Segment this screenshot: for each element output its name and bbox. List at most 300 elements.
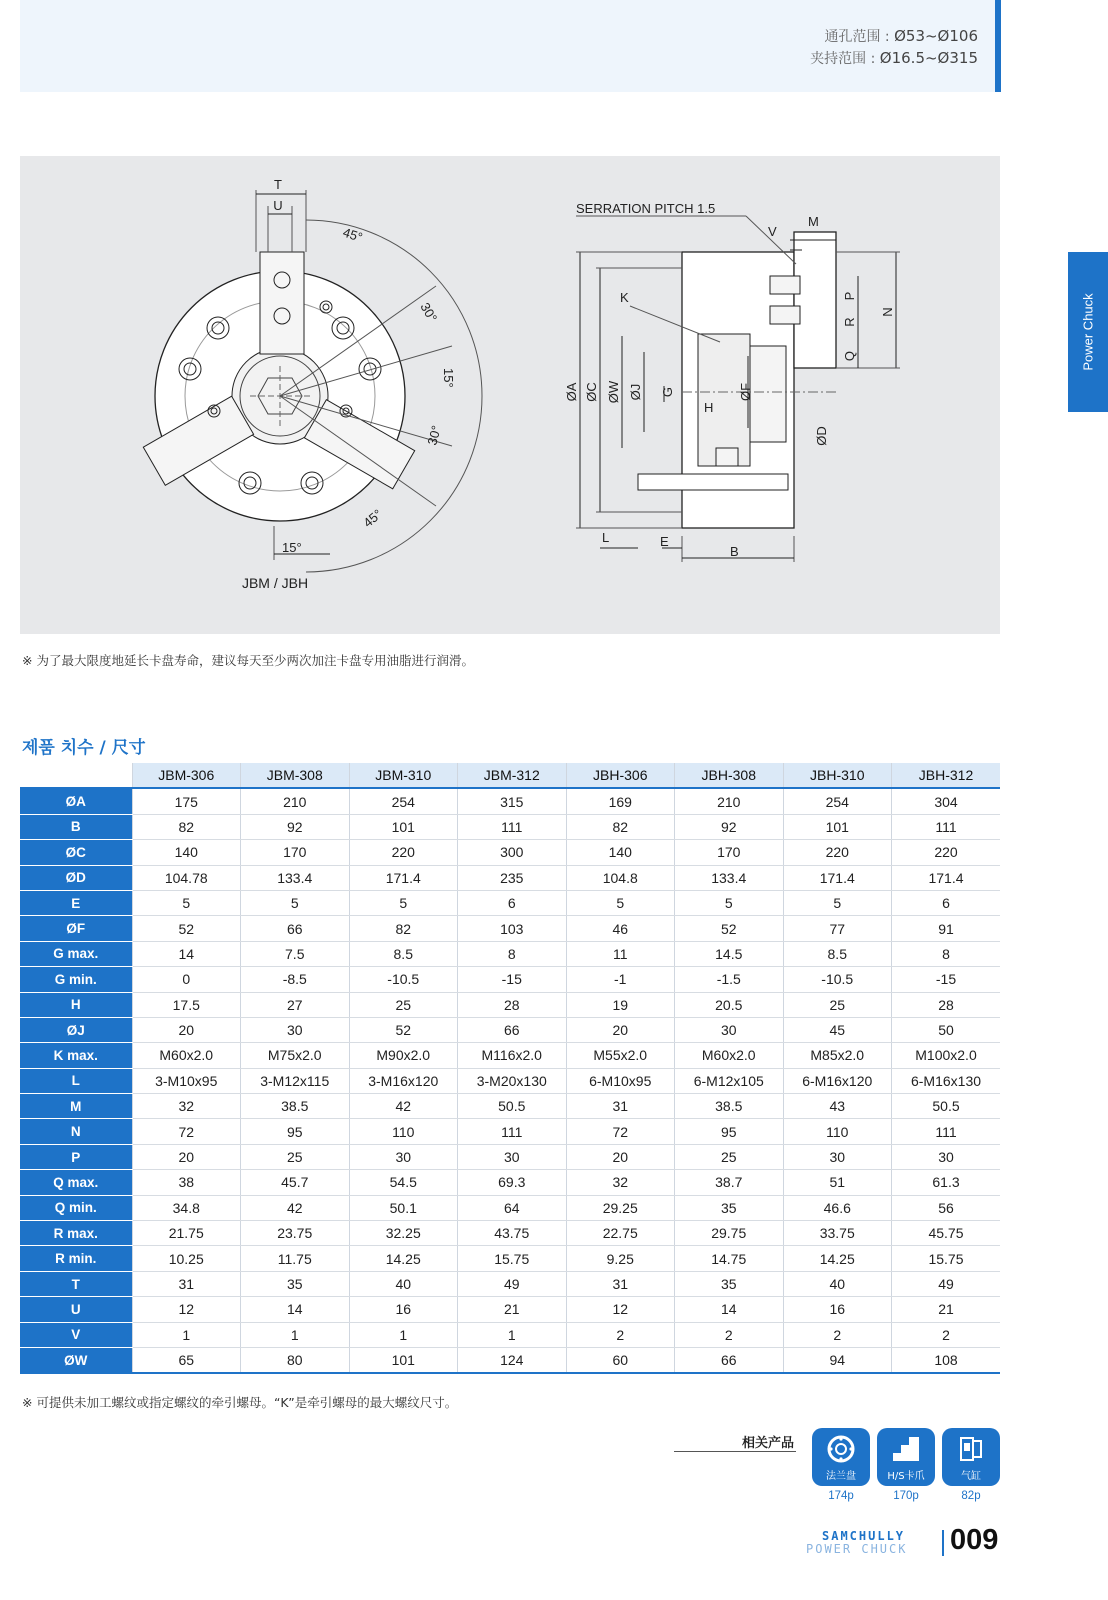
table-cell: 171.4 xyxy=(892,865,1001,890)
table-cell: 45.75 xyxy=(892,1221,1001,1246)
table-cell: 49 xyxy=(892,1271,1001,1296)
bore-range-label: 通孔范围 xyxy=(824,29,881,45)
table-row xyxy=(20,992,1000,1017)
side-view xyxy=(564,201,900,562)
table-cell: 16 xyxy=(349,1297,458,1322)
table-cell: 124 xyxy=(458,1347,567,1373)
table-cell: 34.8 xyxy=(132,1195,241,1220)
table-cell: 95 xyxy=(675,1119,784,1144)
dim-label-h: H xyxy=(704,400,714,415)
table-cell: 8 xyxy=(892,941,1001,966)
table-cell: 56 xyxy=(892,1195,1001,1220)
table-cell: 14 xyxy=(132,941,241,966)
row-label: K max. xyxy=(20,1043,132,1068)
table-cell: 175 xyxy=(132,788,241,814)
table-cell: 38 xyxy=(132,1170,241,1195)
table-cell: 64 xyxy=(458,1195,567,1220)
table-cell: 30 xyxy=(349,1144,458,1169)
header-band xyxy=(20,0,998,92)
related-product-name: 法兰盘 xyxy=(826,1471,856,1482)
table-cell: M55x2.0 xyxy=(566,1043,675,1068)
table-cell: 220 xyxy=(783,840,892,865)
table-cell: 28 xyxy=(892,992,1001,1017)
table-cell: 6-M16x120 xyxy=(783,1068,892,1093)
table-cell: 72 xyxy=(132,1119,241,1144)
table-cell: 50 xyxy=(892,1017,1001,1042)
dimension-table xyxy=(20,763,1000,1374)
table-cell: 66 xyxy=(241,916,350,941)
table-cell: 45 xyxy=(783,1017,892,1042)
table-cell: 51 xyxy=(783,1170,892,1195)
related-product-page: 170p xyxy=(893,1490,919,1502)
table-cell: 32.25 xyxy=(349,1221,458,1246)
column-header: JBH-310 xyxy=(783,763,892,788)
table-cell: 108 xyxy=(892,1347,1001,1373)
table-cell: 42 xyxy=(241,1195,350,1220)
table-cell: 31 xyxy=(132,1271,241,1296)
grip-range-label: 夹持范围 xyxy=(810,51,867,67)
table-cell: 92 xyxy=(241,814,350,839)
table-cell: M90x2.0 xyxy=(349,1043,458,1068)
dim-label-t: T xyxy=(274,177,282,192)
table-cell: 2 xyxy=(675,1322,784,1347)
grip-range: 夹持范围 : Ø16.5~Ø315 xyxy=(810,49,978,67)
table-cell: 3-M12x115 xyxy=(241,1068,350,1093)
table-cell: 82 xyxy=(349,916,458,941)
angle-label-15-bottom: 15° xyxy=(282,540,302,555)
table-cell: M85x2.0 xyxy=(783,1043,892,1068)
dim-label-w: ØW xyxy=(606,380,621,404)
table-cell: 21 xyxy=(892,1297,1001,1322)
table-cell: 133.4 xyxy=(241,865,350,890)
table-row xyxy=(20,865,1000,890)
table-row xyxy=(20,788,1000,814)
table-cell: 43 xyxy=(783,1094,892,1119)
table-cell: 170 xyxy=(241,840,350,865)
table-cell: 6-M10x95 xyxy=(566,1068,675,1093)
table-cell: 50.5 xyxy=(458,1094,567,1119)
table-cell: 1 xyxy=(349,1322,458,1347)
table-cell: -10.5 xyxy=(783,967,892,992)
table-cell: 40 xyxy=(783,1271,892,1296)
page-number: 009 xyxy=(950,1524,999,1556)
table-cell: 2 xyxy=(566,1322,675,1347)
grip-range-value: Ø16.5~Ø315 xyxy=(879,49,978,67)
related-products-label: 相关产品 xyxy=(742,1436,795,1451)
dim-label-c: ØC xyxy=(584,382,599,402)
table-cell: 14.25 xyxy=(349,1246,458,1271)
angle-label-30-top: 30° xyxy=(417,300,441,325)
table-cell: 169 xyxy=(566,788,675,814)
dim-label-b: B xyxy=(730,544,739,559)
table-cell: 82 xyxy=(566,814,675,839)
table-cell: 54.5 xyxy=(349,1170,458,1195)
table-cell: 25 xyxy=(241,1144,350,1169)
table-cell: M116x2.0 xyxy=(458,1043,567,1068)
dim-label-j: ØJ xyxy=(628,383,643,401)
angle-label-30-bottom: 30° xyxy=(424,423,444,447)
table-cell: 25 xyxy=(349,992,458,1017)
row-label: P xyxy=(20,1144,132,1169)
brand-logo-bottom: POWER CHUCK xyxy=(806,1542,908,1556)
table-cell: 16 xyxy=(783,1297,892,1322)
table-row xyxy=(20,941,1000,966)
table-cell: 91 xyxy=(892,916,1001,941)
row-label: M xyxy=(20,1094,132,1119)
table-cell: 2 xyxy=(892,1322,1001,1347)
table-cell: 8.5 xyxy=(783,941,892,966)
table-cell: 101 xyxy=(349,1347,458,1373)
row-label: N xyxy=(20,1119,132,1144)
table-cell: 111 xyxy=(892,1119,1001,1144)
table-cell: 35 xyxy=(675,1195,784,1220)
table-cell: 110 xyxy=(783,1119,892,1144)
table-cell: 101 xyxy=(783,814,892,839)
table-cell: 15.75 xyxy=(458,1246,567,1271)
table-cell: 171.4 xyxy=(349,865,458,890)
column-header: JBM-312 xyxy=(458,763,567,788)
row-label: ØJ xyxy=(20,1017,132,1042)
table-cell: 46.6 xyxy=(783,1195,892,1220)
table-row xyxy=(20,1271,1000,1296)
table-cell: 254 xyxy=(783,788,892,814)
flange-icon xyxy=(812,1428,870,1486)
technical-drawing-panel xyxy=(20,156,1000,634)
table-cell: 61.3 xyxy=(892,1170,1001,1195)
technical-drawing xyxy=(20,156,1000,634)
table-cell: 25 xyxy=(675,1144,784,1169)
row-label: E xyxy=(20,890,132,915)
row-label: L xyxy=(20,1068,132,1093)
angle-label-15-right: 15° xyxy=(441,368,456,388)
dim-label-n: N xyxy=(880,307,895,317)
table-cell: 82 xyxy=(132,814,241,839)
table-cell: 220 xyxy=(349,840,458,865)
dim-label-v: V xyxy=(768,224,777,239)
table-cell: 17.5 xyxy=(132,992,241,1017)
table-cell: 35 xyxy=(675,1271,784,1296)
table-cell: -1.5 xyxy=(675,967,784,992)
table-cell: M100x2.0 xyxy=(892,1043,1001,1068)
table-cell: 19 xyxy=(566,992,675,1017)
dim-label-g: G xyxy=(660,386,675,398)
column-header: JBH-306 xyxy=(566,763,675,788)
table-cell: 52 xyxy=(675,916,784,941)
table-cell: -10.5 xyxy=(349,967,458,992)
table-cell: 3-M10x95 xyxy=(132,1068,241,1093)
related-product-cylinder[interactable] xyxy=(942,1428,1000,1502)
table-cell: 22.75 xyxy=(566,1221,675,1246)
dim-label-l: L xyxy=(602,530,610,545)
table-cell: 14.75 xyxy=(675,1246,784,1271)
table-cell: 140 xyxy=(566,840,675,865)
row-label: Q max. xyxy=(20,1170,132,1195)
table-body xyxy=(20,788,1000,1373)
table-cell: 3-M16x120 xyxy=(349,1068,458,1093)
table-cell: 0 xyxy=(132,967,241,992)
table-corner xyxy=(20,763,132,788)
table-cell: 35 xyxy=(241,1271,350,1296)
bore-range-value: Ø53~Ø106 xyxy=(894,27,978,45)
table-cell: 95 xyxy=(241,1119,350,1144)
table-row xyxy=(20,1017,1000,1042)
related-product-name: 气缸 xyxy=(961,1471,981,1482)
table-cell: 20 xyxy=(566,1017,675,1042)
section-title: 제품 치수 / 尺寸 xyxy=(22,738,146,758)
table-cell: 14.5 xyxy=(675,941,784,966)
header-accent-bar xyxy=(995,0,1001,92)
step-jaw-icon xyxy=(877,1428,935,1486)
row-label: R max. xyxy=(20,1221,132,1246)
table-cell: 60 xyxy=(566,1347,675,1373)
row-label: T xyxy=(20,1271,132,1296)
table-row xyxy=(20,967,1000,992)
table-cell: 5 xyxy=(783,890,892,915)
table-cell: 23.75 xyxy=(241,1221,350,1246)
table-cell: 94 xyxy=(783,1347,892,1373)
table-cell: 140 xyxy=(132,840,241,865)
table-cell: 8.5 xyxy=(349,941,458,966)
table-cell: 14 xyxy=(675,1297,784,1322)
cylinder-icon xyxy=(942,1428,1000,1486)
row-label: ØF xyxy=(20,916,132,941)
dim-label-q: Q xyxy=(842,350,857,362)
related-product-page: 174p xyxy=(828,1490,854,1502)
table-cell: 11 xyxy=(566,941,675,966)
table-cell: 111 xyxy=(458,814,567,839)
table-cell: 46 xyxy=(566,916,675,941)
serration-label: SERRATION PITCH 1.5 xyxy=(576,201,716,216)
table-cell: 5 xyxy=(349,890,458,915)
table-row xyxy=(20,916,1000,941)
table-cell: 220 xyxy=(892,840,1001,865)
table-cell: 6 xyxy=(458,890,567,915)
table-cell: 12 xyxy=(566,1297,675,1322)
column-header: JBH-312 xyxy=(892,763,1001,788)
table-cell: 104.78 xyxy=(132,865,241,890)
table-cell: 69.3 xyxy=(458,1170,567,1195)
table-row xyxy=(20,1043,1000,1068)
table-cell: 32 xyxy=(132,1094,241,1119)
table-cell: 28 xyxy=(458,992,567,1017)
table-cell: -15 xyxy=(458,967,567,992)
table-cell: 65 xyxy=(132,1347,241,1373)
brand-logo-top: SAMCHULLY xyxy=(822,1529,906,1543)
table-cell: 72 xyxy=(566,1119,675,1144)
table-cell: 30 xyxy=(675,1017,784,1042)
table-row xyxy=(20,1297,1000,1322)
angle-label-45-bottom: 45° xyxy=(360,506,385,531)
dim-label-p: P xyxy=(842,291,857,301)
table-row xyxy=(20,1170,1000,1195)
model-caption: JBM / JBH xyxy=(241,575,309,591)
row-label: G max. xyxy=(20,941,132,966)
table-cell: M60x2.0 xyxy=(675,1043,784,1068)
table-cell: 5 xyxy=(675,890,784,915)
table-cell: 66 xyxy=(675,1347,784,1373)
related-divider xyxy=(674,1451,796,1452)
row-label: ØA xyxy=(20,788,132,814)
table-cell: 1 xyxy=(241,1322,350,1347)
table-cell: 5 xyxy=(566,890,675,915)
table-cell: 40 xyxy=(349,1271,458,1296)
table-row xyxy=(20,1221,1000,1246)
table-cell: 50.5 xyxy=(892,1094,1001,1119)
table-cell: 77 xyxy=(783,916,892,941)
table-cell: 133.4 xyxy=(675,865,784,890)
table-cell: 52 xyxy=(132,916,241,941)
row-label: B xyxy=(20,814,132,839)
table-cell: 20 xyxy=(132,1017,241,1042)
table-row xyxy=(20,1094,1000,1119)
table-cell: 21 xyxy=(458,1297,567,1322)
table-row xyxy=(20,1119,1000,1144)
table-cell: 8 xyxy=(458,941,567,966)
table-cell: 33.75 xyxy=(783,1221,892,1246)
side-tab-label: Power Chuck xyxy=(1080,293,1096,371)
table-cell: 235 xyxy=(458,865,567,890)
column-header: JBM-308 xyxy=(241,763,350,788)
table-cell: 110 xyxy=(349,1119,458,1144)
side-tab[interactable] xyxy=(1068,252,1108,412)
table-cell: 7.5 xyxy=(241,941,350,966)
dim-label-k: K xyxy=(620,290,629,305)
column-header: JBH-308 xyxy=(675,763,784,788)
row-label: Q min. xyxy=(20,1195,132,1220)
related-product-step-jaw[interactable] xyxy=(877,1428,935,1502)
table-cell: 38.7 xyxy=(675,1170,784,1195)
table-row xyxy=(20,1068,1000,1093)
row-label: ØW xyxy=(20,1347,132,1373)
table-cell: 30 xyxy=(241,1017,350,1042)
lubrication-note: ※ 为了最大限度地延长卡盘寿命，建议每天至少两次加注卡盘专用油脂进行润滑。 xyxy=(22,653,474,668)
table-cell: 45.7 xyxy=(241,1170,350,1195)
table-cell: -8.5 xyxy=(241,967,350,992)
table-cell: 25 xyxy=(783,992,892,1017)
table-cell: M60x2.0 xyxy=(132,1043,241,1068)
table-cell: 103 xyxy=(458,916,567,941)
table-cell: 49 xyxy=(458,1271,567,1296)
dim-label-f: ØF xyxy=(738,382,753,402)
row-label: V xyxy=(20,1322,132,1347)
angle-label-45-top: 45° xyxy=(341,224,365,245)
table-cell: 20 xyxy=(132,1144,241,1169)
table-cell: 210 xyxy=(241,788,350,814)
table-cell: 42 xyxy=(349,1094,458,1119)
dim-label-a: ØA xyxy=(564,382,579,402)
table-cell: M75x2.0 xyxy=(241,1043,350,1068)
table-cell: 10.25 xyxy=(132,1246,241,1271)
table-cell: 43.75 xyxy=(458,1221,567,1246)
table-cell: 5 xyxy=(241,890,350,915)
table-cell: 30 xyxy=(783,1144,892,1169)
table-cell: 15.75 xyxy=(892,1246,1001,1271)
table-cell: 30 xyxy=(458,1144,567,1169)
table-cell: 111 xyxy=(892,814,1001,839)
table-cell: 50.1 xyxy=(349,1195,458,1220)
column-header: JBM-306 xyxy=(132,763,241,788)
column-header: JBM-310 xyxy=(349,763,458,788)
table-cell: 38.5 xyxy=(675,1094,784,1119)
table-header-row xyxy=(20,763,1000,788)
table-cell: 31 xyxy=(566,1271,675,1296)
table-cell: 21.75 xyxy=(132,1221,241,1246)
table-cell: 2 xyxy=(783,1322,892,1347)
table-cell: 6-M16x130 xyxy=(892,1068,1001,1093)
table-cell: 14 xyxy=(241,1297,350,1322)
table-cell: 11.75 xyxy=(241,1246,350,1271)
table-cell: 315 xyxy=(458,788,567,814)
dim-label-u: U xyxy=(273,198,283,213)
table-cell: 1 xyxy=(132,1322,241,1347)
dim-label-e: E xyxy=(660,534,669,549)
drawbar-note: ※ 可提供未加工螺纹或指定螺纹的牵引螺母。“K”是牵引螺母的最大螺纹尺寸。 xyxy=(22,1395,458,1410)
table-row xyxy=(20,840,1000,865)
dim-label-m: M xyxy=(808,214,819,229)
row-label: R min. xyxy=(20,1246,132,1271)
table-cell: 6 xyxy=(892,890,1001,915)
table-cell: 170 xyxy=(675,840,784,865)
table-cell: -1 xyxy=(566,967,675,992)
table-cell: 38.5 xyxy=(241,1094,350,1119)
table-row xyxy=(20,814,1000,839)
related-product-flange[interactable] xyxy=(812,1428,870,1502)
table-cell: -15 xyxy=(892,967,1001,992)
table-cell: 80 xyxy=(241,1347,350,1373)
table-cell: 52 xyxy=(349,1017,458,1042)
table-cell: 304 xyxy=(892,788,1001,814)
table-row xyxy=(20,1322,1000,1347)
table-cell: 6-M12x105 xyxy=(675,1068,784,1093)
table-cell: 101 xyxy=(349,814,458,839)
row-label: ØD xyxy=(20,865,132,890)
table-cell: 30 xyxy=(892,1144,1001,1169)
table-cell: 32 xyxy=(566,1170,675,1195)
dim-label-d: ØD xyxy=(814,426,829,446)
row-label: H xyxy=(20,992,132,1017)
table-row xyxy=(20,890,1000,915)
table-cell: 1 xyxy=(458,1322,567,1347)
dim-label-r: R xyxy=(842,317,857,327)
table-row xyxy=(20,1347,1000,1373)
page-number-divider xyxy=(942,1530,944,1556)
row-label: ØC xyxy=(20,840,132,865)
table-cell: 12 xyxy=(132,1297,241,1322)
table-cell: 3-M20x130 xyxy=(458,1068,567,1093)
bore-range: 通孔范围 : Ø53~Ø106 xyxy=(824,27,978,45)
table-cell: 29.25 xyxy=(566,1195,675,1220)
row-label: G min. xyxy=(20,967,132,992)
table-cell: 300 xyxy=(458,840,567,865)
table-cell: 14.25 xyxy=(783,1246,892,1271)
table-cell: 20 xyxy=(566,1144,675,1169)
table-cell: 210 xyxy=(675,788,784,814)
table-cell: 31 xyxy=(566,1094,675,1119)
table-cell: 171.4 xyxy=(783,865,892,890)
table-row xyxy=(20,1246,1000,1271)
table-cell: 5 xyxy=(132,890,241,915)
row-label: U xyxy=(20,1297,132,1322)
table-cell: 66 xyxy=(458,1017,567,1042)
table-row xyxy=(20,1195,1000,1220)
table-cell: 9.25 xyxy=(566,1246,675,1271)
table-cell: 27 xyxy=(241,992,350,1017)
related-product-name: H/S卡爪 xyxy=(887,1471,925,1482)
table-cell: 20.5 xyxy=(675,992,784,1017)
related-product-page: 82p xyxy=(961,1490,981,1502)
table-cell: 104.8 xyxy=(566,865,675,890)
front-view xyxy=(143,177,482,591)
